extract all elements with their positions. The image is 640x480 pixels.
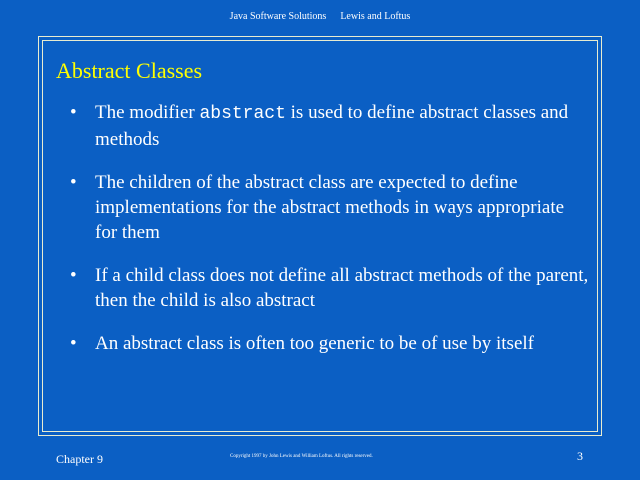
bullet-text: The children of the abstract class are expected to define implementations for the abstract methods in ways appropriate for them [95,172,565,243]
slide-title: Abstract Classes [56,58,203,83]
bullet-dot: • [70,265,77,286]
bullet-text: If a child class does not define all abstract methods of the parent, then the child is also abstract [95,265,589,311]
footer-copyright: Copyright 1997 by John Lewis and William Loftus. All rights reserved. [230,454,373,459]
bullet-text: An abstract class is often too generic to be of use by itself [95,333,534,354]
bullet-text-before: The modifier [95,102,200,123]
footer-page-number: 3 [577,449,583,463]
bullet-dot: • [70,102,77,123]
bullet-text-after: is used to define abstract classes and methods [95,102,569,150]
bullet-code-keyword: abstract [199,104,286,124]
slide-header [0,11,640,22]
header-book-title: Java Software Solutions [229,11,327,22]
bullet-item [70,263,590,313]
bullet-list [70,100,590,374]
bullet-item [70,100,590,152]
bullet-item [70,331,590,356]
bullet-dot: • [70,333,77,354]
footer-chapter: Chapter 9 [56,452,103,466]
header-authors: Lewis and Loftus [340,11,411,22]
bullet-dot: • [70,172,77,193]
bullet-item [70,170,590,245]
